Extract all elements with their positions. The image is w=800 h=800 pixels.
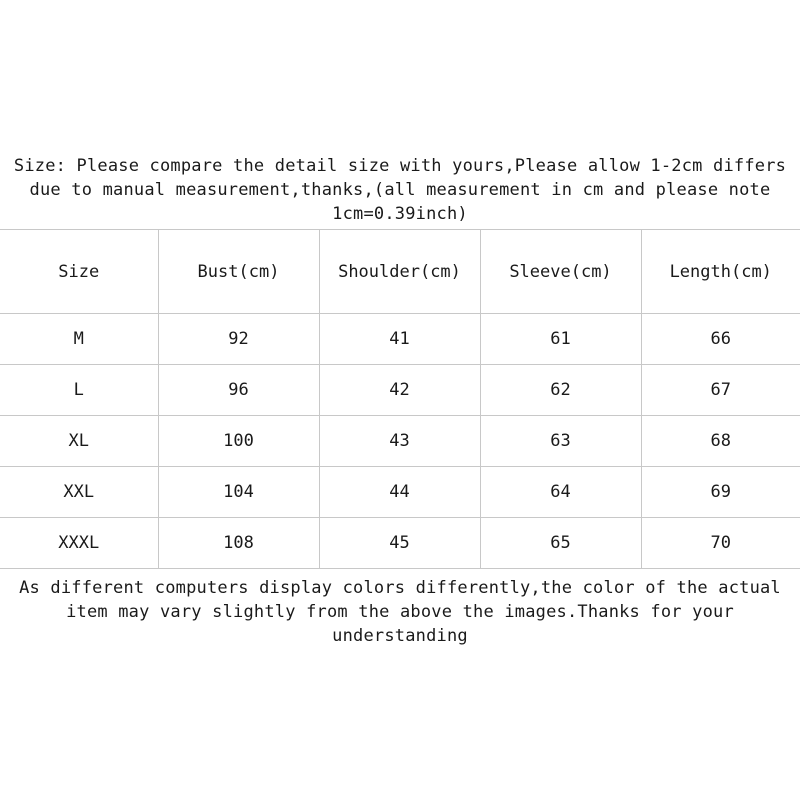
cell-length: 70: [641, 518, 800, 569]
cell-sleeve: 64: [480, 467, 641, 518]
cell-size: XL: [0, 416, 158, 467]
cell-size: M: [0, 314, 158, 365]
cell-length: 68: [641, 416, 800, 467]
table-row: [0, 416, 800, 467]
color-disclaimer: [0, 576, 800, 648]
cell-bust: 92: [158, 314, 319, 365]
cell-length: 66: [641, 314, 800, 365]
cell-sleeve: 65: [480, 518, 641, 569]
size-notice-line-2: due to manual measurement,thanks,(all measurement in cm and please note: [29, 180, 771, 200]
header-sleeve: Sleeve(cm): [480, 230, 641, 314]
table-row: [0, 365, 800, 416]
cell-shoulder: 43: [319, 416, 480, 467]
cell-shoulder: 44: [319, 467, 480, 518]
cell-bust: 108: [158, 518, 319, 569]
header-length: Length(cm): [641, 230, 800, 314]
cell-sleeve: 63: [480, 416, 641, 467]
cell-bust: 104: [158, 467, 319, 518]
color-disclaimer-line-3: understanding: [332, 626, 468, 646]
cell-length: 69: [641, 467, 800, 518]
size-chart-table: [0, 229, 800, 569]
cell-bust: 100: [158, 416, 319, 467]
size-notice: [0, 154, 800, 226]
cell-shoulder: 41: [319, 314, 480, 365]
cell-shoulder: 45: [319, 518, 480, 569]
table-header-row: [0, 230, 800, 314]
color-disclaimer-line-2: item may vary slightly from the above the images.Thanks for your: [66, 602, 734, 622]
color-disclaimer-line-1: As different computers display colors differently,the color of the actual: [19, 578, 781, 598]
cell-size: L: [0, 365, 158, 416]
cell-bust: 96: [158, 365, 319, 416]
table-row: [0, 314, 800, 365]
cell-sleeve: 62: [480, 365, 641, 416]
size-notice-line-3: 1cm=0.39inch): [332, 204, 468, 224]
header-shoulder: Shoulder(cm): [319, 230, 480, 314]
cell-size: XXXL: [0, 518, 158, 569]
size-notice-line-1: Size: Please compare the detail size with yours,Please allow 1-2cm differs: [13, 156, 787, 176]
cell-shoulder: 42: [319, 365, 480, 416]
cell-size: XXL: [0, 467, 158, 518]
cell-length: 67: [641, 365, 800, 416]
table-row: [0, 467, 800, 518]
header-size: Size: [0, 230, 158, 314]
table-row: [0, 518, 800, 569]
cell-sleeve: 61: [480, 314, 641, 365]
header-bust: Bust(cm): [158, 230, 319, 314]
